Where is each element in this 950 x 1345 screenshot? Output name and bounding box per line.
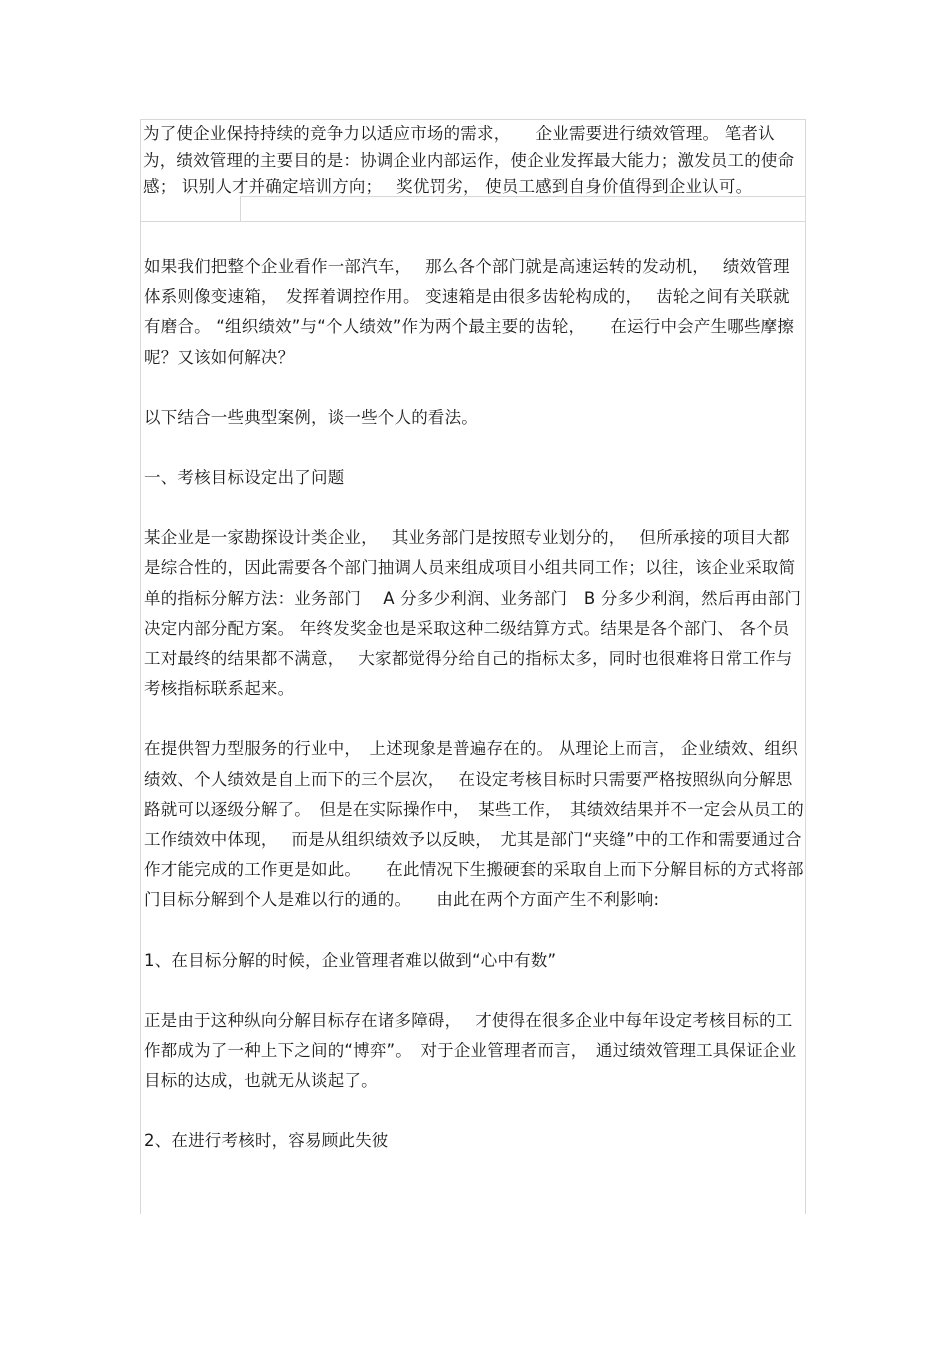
intro-bottom-border-2	[140, 221, 806, 222]
intro-right-border	[805, 119, 806, 1214]
body-left-border	[140, 221, 141, 1214]
intro-text: 为了使企业保持持续的竞争力以适应市场的需求， 企业需要进行绩效管理。 笔者认为，绩效管理的主要目的是：协调企业内部运作，使企业发挥最大能力；激发员工的使命感； 识别人才并确定培训方向； 奖优罚劣， 使员工感到自身价值得到企业认可。	[143, 124, 795, 196]
paragraph-car-analogy: 如果我们把整个企业看作一部汽车， 那么各个部门就是高速运转的发动机， 绩效管理体系则像变速箱， 发挥着调控作用。 变速箱是由很多齿轮构成的， 齿轮之间有关联就有磨合。 “组织绩效”与“个人绩效”作为两个最主要的齿轮， 在运行中会产生哪些摩擦呢？又该如何解决？	[144, 257, 795, 367]
subheading-1: 1、在目标分解的时候，企业管理者难以做到“心中有数”	[144, 950, 557, 970]
intro-paragraph	[143, 121, 805, 201]
intro-left-border	[140, 119, 141, 221]
subheading-2: 2、在进行考核时，容易顾此失彼	[144, 1131, 389, 1151]
paragraph-cases-intro: 以下结合一些典型案例，谈一些个人的看法。	[144, 407, 478, 427]
section-heading-1: 一、考核目标设定出了问题	[144, 468, 345, 488]
paragraph-game: 正是由于这种纵向分解目标存在诸多障碍， 才使得在很多企业中每年设定考核目标的工作都成为了一种上下之间的“博弈”。 对于企业管理者而言， 通过绩效管理工具保证企业目标的达成，也就无从谈起了。	[144, 1010, 797, 1091]
intro-top-border	[140, 119, 806, 120]
paragraph-case-company: 某企业是一家勘探设计类企业， 其业务部门是按照专业划分的， 但所承接的项目大都是综合性的，因此需要各个部门抽调人员来组成项目小组共同工作；以往，该企业采取简单的指标分解方法：业务部门 A 分多少利润、业务部门 B 分多少利润，然后再由部门决定内部分配方案。 年终发奖金也是采取这种二级结算方式。结果是各个部门、 各个员工对最终的结果都不满意， 大家都觉得分给自己的指标太多，同时也很难将日常工作与考核指标联系起来。	[144, 528, 802, 699]
paragraph-industry: 在提供智力型服务的行业中， 上述现象是普遍存在的。 从理论上而言， 企业绩效、组织绩效、个人绩效是自上而下的三个层次， 在设定考核目标时只需要严格按照纵向分解思路就可以逐级分解了。 但是在实际操作中， 某些工作， 其绩效结果并不一定会从员工的工作绩效中体现， 而是从组织绩效予以反映， 尤其是部门“夹缝”中的工作和需要通过合作才能完成的工作更是如此。 在此情况下生搬硬套的采取自上而下分解目标的方式将部门目标分解到个人是难以行的通的。 由此在两个方面产生不利影响:	[144, 739, 804, 910]
article-body	[144, 252, 804, 1157]
